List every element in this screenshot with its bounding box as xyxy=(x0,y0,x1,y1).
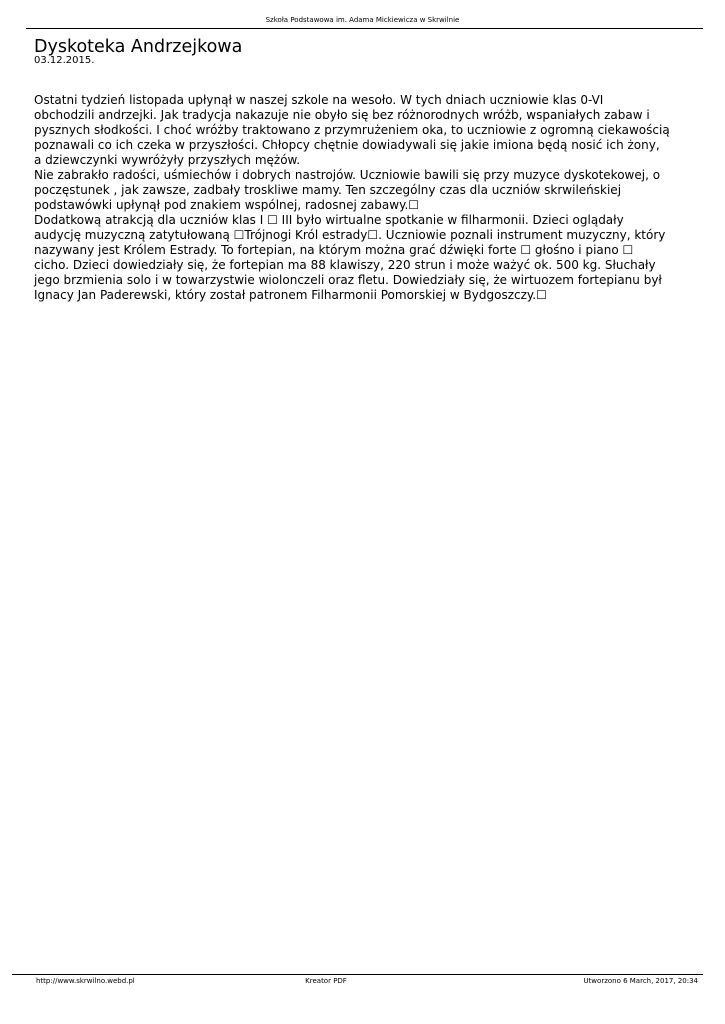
article-line: nazywany jest Królem Estrady. To fortepian, na którym można grać dźwięki forte ☐ głośno i piano ☐ xyxy=(34,243,634,257)
article-title: Dyskoteka Andrzejkowa xyxy=(34,37,243,57)
article-date: 03.12.2015. xyxy=(34,55,95,66)
article-line: podstawówki upłynął pod znakiem wspólnej, radosnej zabawy.☐ xyxy=(34,198,420,212)
footer-generator: Kreator PDF xyxy=(305,977,347,985)
article-body xyxy=(34,93,700,303)
article-line: Ignacy Jan Paderewski, który został patronem Filharmonii Pomorskiej w Bydgoszczy.☐ xyxy=(34,288,547,302)
article-line: Dodatkową atrakcją dla uczniów klas I ☐ III było wirtualne spotkanie w filharmonii. Dzieci oglądały xyxy=(34,213,624,227)
article-line: pysznych słodkości. I choć wróżby traktowano z przymrużeniem oka, to uczniowie z ogromną ciekawością xyxy=(34,123,670,137)
footer-url: http://www.skrwilno.webd.pl xyxy=(36,977,135,985)
article-line: obchodzili andrzejki. Jak tradycja nakazuje nie obyło się bez różnorodnych wróżb, wspaniałych zabaw i xyxy=(34,108,650,122)
footer-created-date: Utworzono 6 March, 2017, 20:34 xyxy=(583,977,698,985)
article-line: Nie zabrakło radości, uśmiechów i dobrych nastrojów. Uczniowie bawili się przy muzyce dyskotekowej, o xyxy=(34,168,661,182)
page-header: Szkoła Podstawowa im. Adama Mickiewicza w Skrwilnie xyxy=(265,16,460,24)
article-line: a dziewczynki wywróżyły przyszłych mężów. xyxy=(34,153,301,167)
article-line: jego brzmienia solo i w towarzystwie wiolonczeli oraz fletu. Dowiedziały się, że wirtuozem fortepianu był xyxy=(34,273,662,287)
header-divider xyxy=(26,28,703,29)
article-line: poczęstunek , jak zawsze, zadbały troskliwe mamy. Ten szczególny czas dla uczniów skrwileńskiej xyxy=(34,183,622,197)
article-line: Ostatni tydzień listopada upłynął w naszej szkole na wesoło. W tych dniach uczniowie klas 0-VI xyxy=(34,93,604,107)
article-line: poznawali co ich czeka w przyszłości. Chłopcy chętnie dowiadywali się jakie imiona będą nosić ich żony, xyxy=(34,138,660,152)
article-line: audycję muzyczną zatytułowaną ☐Trójnogi Król estrady☐. Uczniowie poznali instrument muzyczny, który xyxy=(34,228,666,242)
footer-divider xyxy=(12,974,703,975)
article-line: cicho. Dzieci dowiedziały się, że fortepian ma 88 klawiszy, 220 strun i może ważyć ok. 500 kg. Słuchały xyxy=(34,258,656,272)
